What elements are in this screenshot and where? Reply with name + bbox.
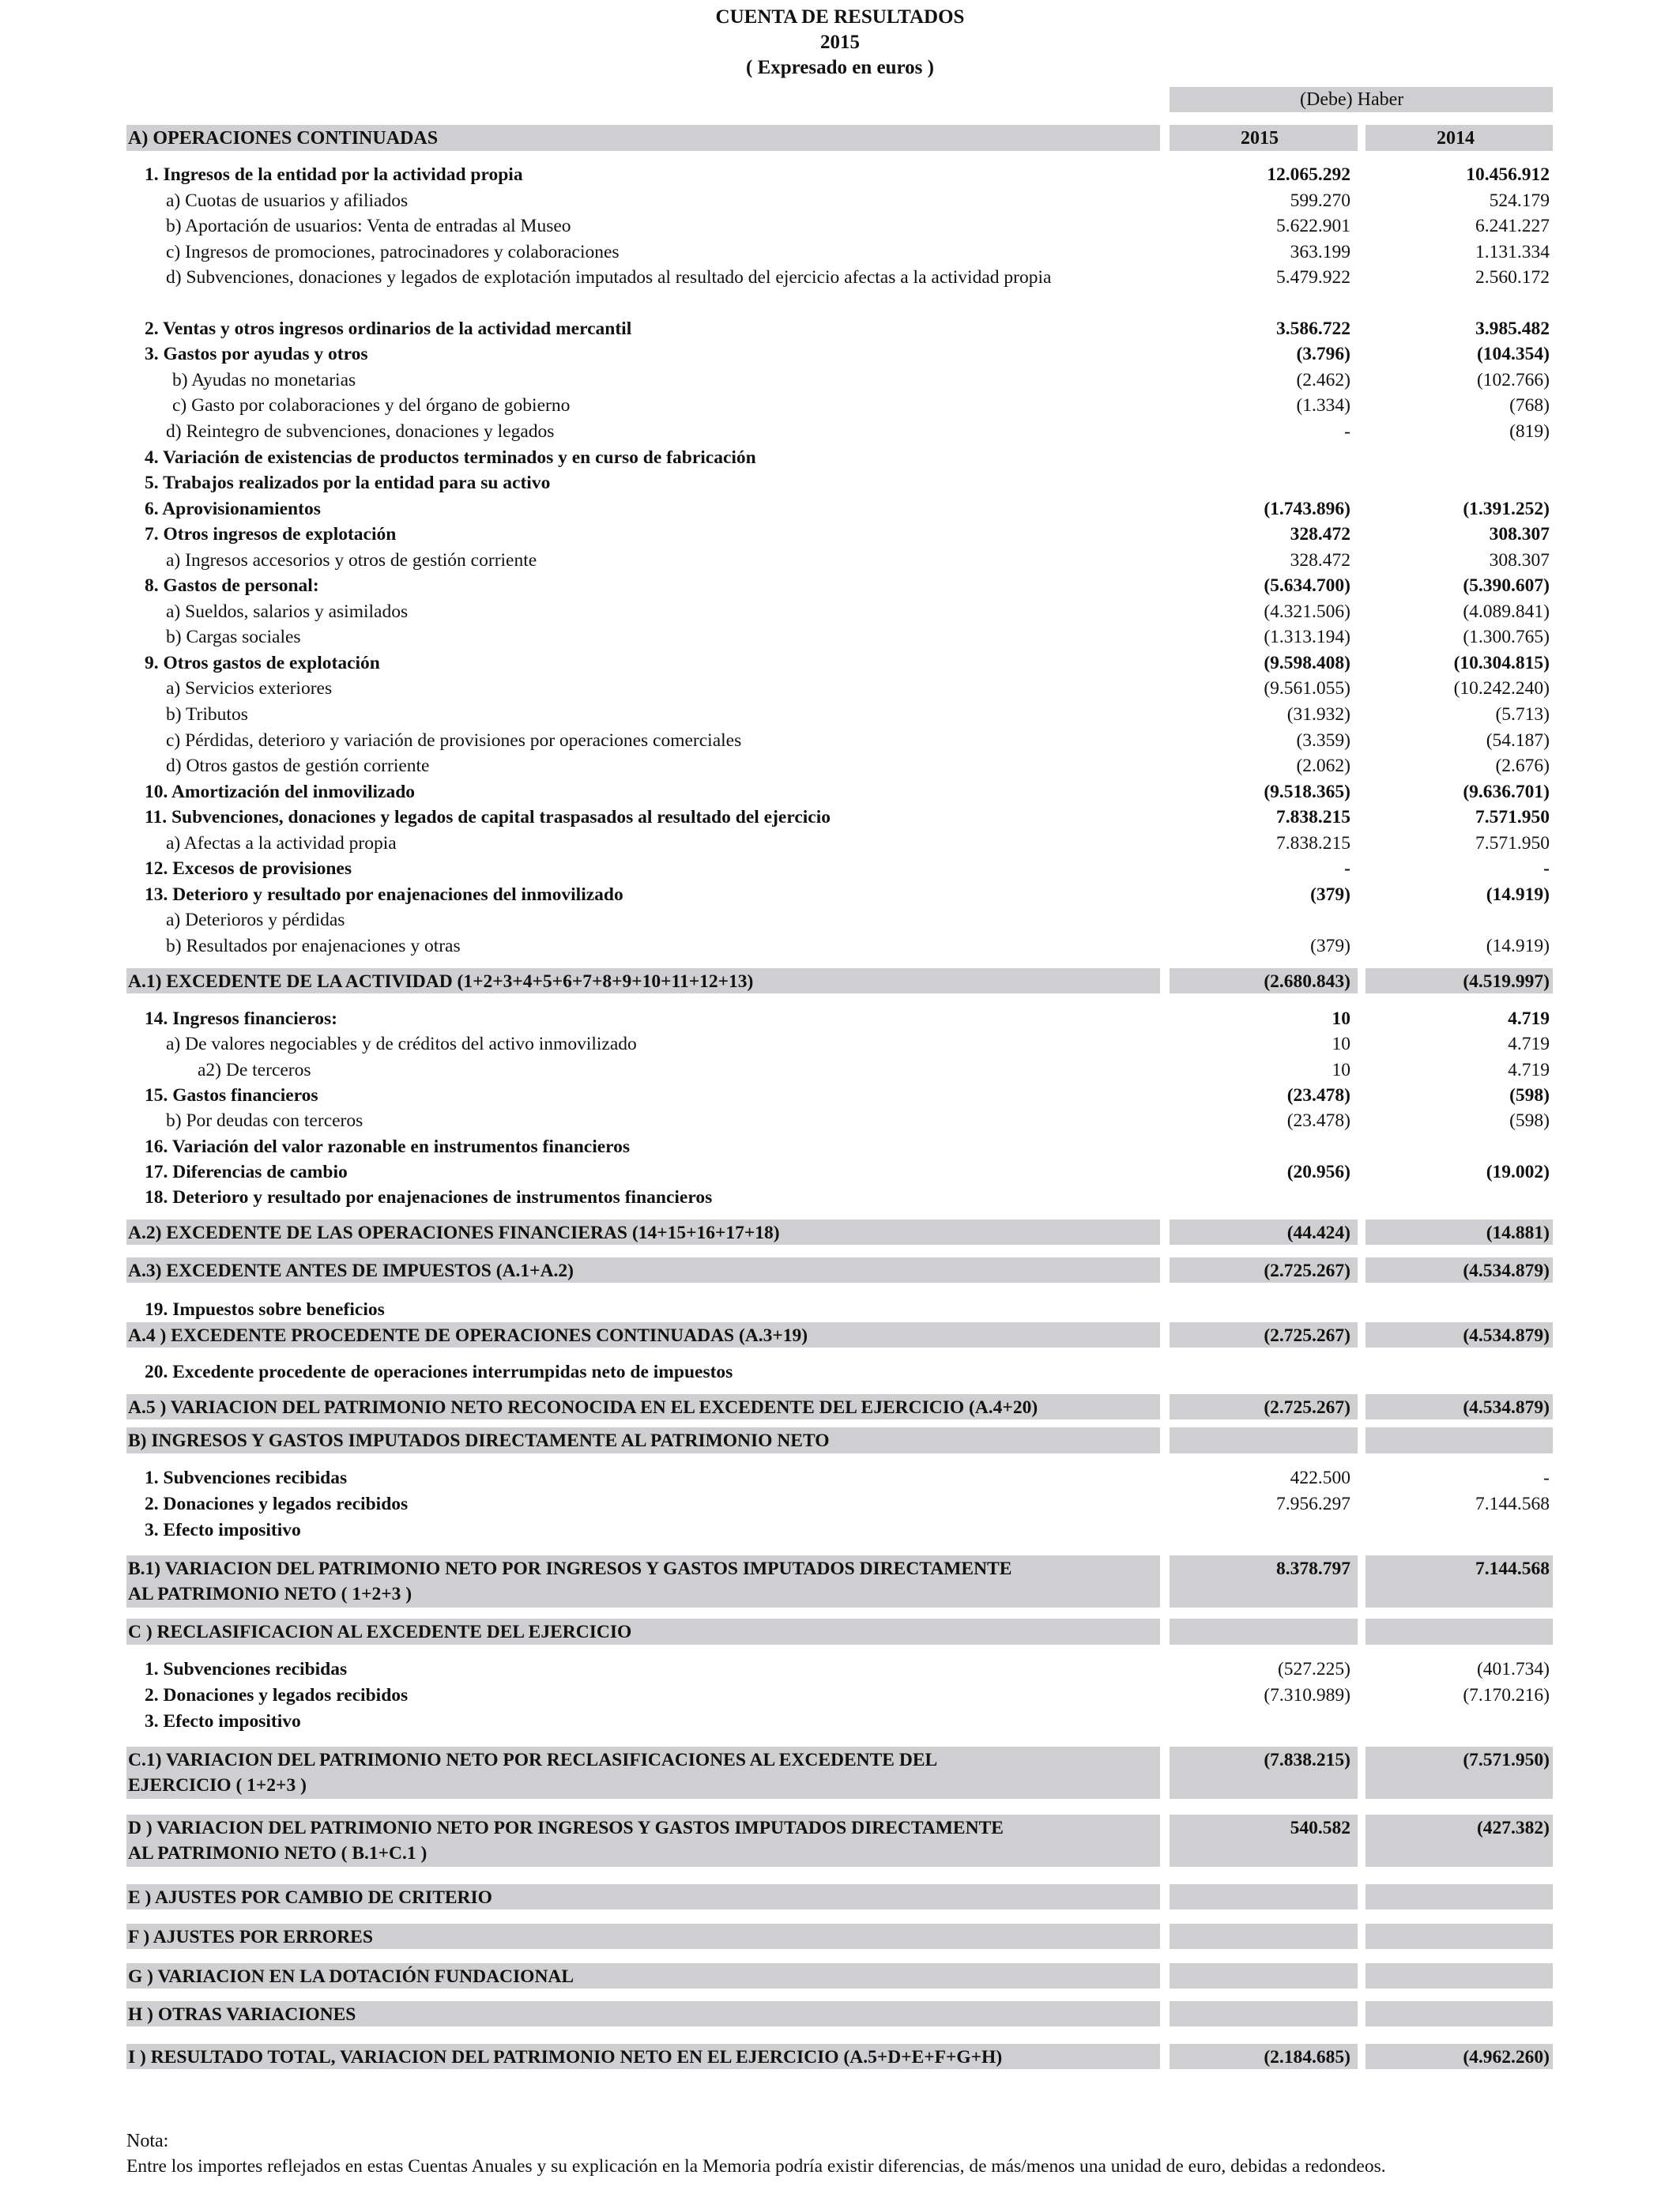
value-2014: 308.307: [1489, 549, 1550, 571]
line-item-label: 14. Ingresos financieros:: [145, 1008, 337, 1029]
value-2015: (5.634.700): [1264, 575, 1350, 597]
value-2015: (23.478): [1286, 1110, 1350, 1132]
a4-value-2014: (4.534.879): [1463, 1325, 1550, 1346]
line-item-row: [0, 550, 1680, 576]
value-2014: 1.131.334: [1475, 241, 1550, 262]
line-item-label: 13. Deterioro y resultado por enajenaciones del inmovilizado: [145, 884, 623, 905]
a4-value-2015: (2.725.267): [1264, 1325, 1350, 1346]
d-label-line2: AL PATRIMONIO NETO ( B.1+C.1 ): [128, 1843, 428, 1864]
value-2014: (102.766): [1476, 369, 1550, 390]
line-item-row: [0, 1162, 1680, 1188]
a5-label: A.5 ) VARIACION DEL PATRIMONIO NETO RECONOCIDA EN EL EXCEDENTE DEL EJERCICIO (A.4+20): [128, 1397, 1038, 1418]
value-2015: (7.310.989): [1264, 1685, 1350, 1706]
value-2014: 308.307: [1489, 524, 1550, 545]
i-value-2014: (4.962.260): [1463, 2047, 1550, 2068]
value-2014: (598): [1509, 1110, 1550, 1132]
line-item-row: [0, 1468, 1680, 1494]
col-2015-header: 2015: [1241, 128, 1279, 149]
line-item-label: 17. Diferencias de cambio: [145, 1161, 348, 1182]
report-subtitle: ( Expresado en euros ): [746, 57, 934, 78]
value-2015: (1.743.896): [1264, 498, 1350, 519]
a5-value-2014: (4.534.879): [1463, 1397, 1550, 1418]
value-2014: (5.390.607): [1463, 575, 1550, 597]
line-item-row: [0, 756, 1680, 782]
line-item-label: 3. Efecto impositivo: [145, 1520, 301, 1540]
note-heading: Nota:: [126, 2131, 169, 2151]
line-item-label: 4. Variación de existencias de productos terminados y en curso de fabricación: [145, 447, 756, 468]
c1-label-line2: EJERCICIO ( 1+2+3 ): [128, 1775, 307, 1796]
line-item-label: 7. Otros ingresos de explotación: [145, 524, 397, 545]
line-item-row: [0, 782, 1680, 808]
line-item-row: [0, 884, 1680, 910]
value-2014: 4.719: [1508, 1008, 1550, 1029]
col-2014-header: 2014: [1437, 128, 1475, 149]
value-2015: 10: [1332, 1008, 1350, 1029]
value-2014: (768): [1509, 395, 1550, 417]
line-item-row: [0, 1110, 1680, 1137]
section-c-v1-band: [1170, 1619, 1358, 1645]
value-2014: (819): [1509, 420, 1550, 442]
line-item-label: 8. Gastos de personal:: [145, 575, 319, 597]
value-2014: 6.241.227: [1475, 216, 1550, 237]
line-item-row: [0, 833, 1680, 859]
value-2015: (379): [1310, 935, 1350, 956]
d-label-line1: D ) VARIACION DEL PATRIMONIO NETO POR INGRESOS Y GASTOS IMPUTADOS DIRECTAMENTE: [128, 1818, 1004, 1838]
value-2014: (401.734): [1476, 1659, 1550, 1679]
row-20-label: 20. Excedente procedente de operaciones interrumpidas neto de impuestos: [145, 1362, 733, 1382]
line-item-row: [0, 1034, 1680, 1060]
line-item-label: a2) De terceros: [198, 1059, 311, 1080]
value-2014: 7.144.568: [1475, 1494, 1550, 1514]
value-2014: 3.985.482: [1475, 318, 1550, 339]
line-item-row: [0, 858, 1680, 884]
line-item-label: 2. Ventas y otros ingresos ordinarios de la actividad mercantil: [145, 318, 632, 339]
value-2015: 5.479.922: [1276, 267, 1350, 288]
line-item-row: [0, 730, 1680, 756]
line-item-label: 15. Gastos financieros: [145, 1084, 318, 1106]
h-v2-band: [1365, 2001, 1553, 2026]
value-2015: (2.062): [1296, 756, 1350, 777]
line-item-label: d) Otros gastos de gestión corriente: [166, 756, 430, 777]
value-2015: (3.796): [1296, 344, 1350, 365]
note-text: Entre los importes reflejados en estas Cuentas Anuales y su explicación en la Memoria podría existir diferencias, de más/menos una unidad de euro, debidas a redondeos.: [126, 2156, 1386, 2177]
value-2014: -: [1543, 858, 1550, 880]
line-item-row: [0, 575, 1680, 601]
g-label: G ) VARIACION EN LA DOTACIÓN FUNDACIONAL: [128, 1966, 574, 1987]
value-2015: 7.838.215: [1276, 807, 1350, 828]
value-2015: 328.472: [1290, 549, 1350, 571]
line-item-label: a) Sueldos, salarios y asimilados: [166, 601, 409, 622]
value-2014: (14.919): [1486, 935, 1550, 956]
line-item-row: [0, 1137, 1680, 1163]
f-label: F ) AJUSTES POR ERRORES: [128, 1927, 373, 1947]
b1-value-2015: 8.378.797: [1276, 1559, 1350, 1579]
value-2015: 422.500: [1290, 1468, 1350, 1488]
b1-label-line1: B.1) VARIACION DEL PATRIMONIO NETO POR INGRESOS Y GASTOS IMPUTADOS DIRECTAMENTE: [128, 1559, 1012, 1579]
line-item-row: [0, 936, 1680, 962]
value-2015: 363.199: [1290, 241, 1350, 262]
value-2015: 599.270: [1290, 190, 1350, 211]
line-item-label: 2. Donaciones y legados recibidos: [145, 1494, 409, 1514]
section-a-title: A) OPERACIONES CONTINUADAS: [128, 128, 439, 149]
e-v2-band: [1365, 1884, 1553, 1909]
line-item-label: 1. Subvenciones recibidas: [145, 1659, 348, 1679]
line-item-row: [0, 1494, 1680, 1520]
i-label: I ) RESULTADO TOTAL, VARIACION DEL PATRIMONIO NETO EN EL EJERCICIO (A.5+D+E+F+G+H): [128, 2047, 1003, 2068]
line-item-row: [0, 216, 1680, 242]
line-item-label: b) Resultados por enajenaciones y otras: [166, 935, 461, 956]
a2-label: A.2) EXCEDENTE DE LAS OPERACIONES FINANCIERAS (14+15+16+17+18): [128, 1223, 780, 1243]
section-b-title: B) INGRESOS Y GASTOS IMPUTADOS DIRECTAMENTE AL PATRIMONIO NETO: [128, 1431, 830, 1451]
line-item-row: [0, 370, 1680, 396]
line-item-label: c) Ingresos de promociones, patrocinadores y colaboraciones: [166, 241, 620, 262]
c1-label-line1: C.1) VARIACION DEL PATRIMONIO NETO POR RECLASIFICACIONES AL EXCEDENTE DEL: [128, 1750, 938, 1770]
line-item-label: 5. Trabajos realizados por la entidad para su activo: [145, 473, 551, 494]
b1-label-line2: AL PATRIMONIO NETO ( 1+2+3 ): [128, 1584, 412, 1604]
line-item-row: [0, 344, 1680, 370]
line-item-row: [0, 190, 1680, 217]
line-item-label: a) Deterioros y pérdidas: [166, 910, 345, 931]
value-2015: 10: [1332, 1034, 1350, 1055]
line-item-label: b) Aportación de usuarios: Venta de entradas al Museo: [166, 216, 571, 237]
line-item-row: [0, 910, 1680, 936]
value-2015: 328.472: [1290, 524, 1350, 545]
c1-value-2014: (7.571.950): [1463, 1750, 1550, 1770]
line-item-label: a) Ingresos accesorios y otros de gestión corriente: [166, 549, 537, 571]
e-v1-band: [1170, 1884, 1358, 1909]
value-2015: (379): [1310, 884, 1350, 905]
value-2014: (54.187): [1486, 729, 1550, 751]
value-2014: (1.391.252): [1463, 498, 1550, 519]
report-year: 2015: [820, 32, 860, 53]
line-item-label: b) Cargas sociales: [166, 627, 301, 648]
i-value-2015: (2.184.685): [1264, 2047, 1350, 2068]
section-b-v2-band: [1365, 1427, 1553, 1453]
c1-value-2015: (7.838.215): [1264, 1750, 1350, 1770]
line-item-row: [0, 1711, 1680, 1737]
value-2014: 7.571.950: [1475, 807, 1550, 828]
a5-value-2015: (2.725.267): [1264, 1397, 1350, 1418]
line-item-row: [0, 447, 1680, 473]
line-item-row: [0, 653, 1680, 679]
value-2015: (31.932): [1286, 704, 1350, 725]
line-item-row: [0, 499, 1680, 525]
value-2015: (23.478): [1286, 1084, 1350, 1106]
line-item-row: [0, 473, 1680, 499]
d-value-2014: (427.382): [1476, 1818, 1550, 1838]
line-item-label: 3. Gastos por ayudas y otros: [145, 344, 368, 365]
value-2015: (2.462): [1296, 369, 1350, 390]
line-item-row: [0, 627, 1680, 653]
a1-value-2014: (4.519.997): [1463, 971, 1550, 992]
line-item-label: 6. Aprovisionamientos: [145, 498, 321, 519]
value-2015: (9.518.365): [1264, 781, 1350, 802]
value-2014: 4.719: [1508, 1034, 1550, 1055]
line-item-row: [0, 267, 1680, 293]
line-item-row: [0, 1008, 1680, 1035]
line-item-label: 11. Subvenciones, donaciones y legados de capital traspasados al resultado del ejercicio: [145, 807, 831, 828]
line-item-row: [0, 601, 1680, 628]
value-2015: 3.586.722: [1276, 318, 1350, 339]
value-2014: 524.179: [1489, 190, 1550, 211]
line-item-label: 3. Efecto impositivo: [145, 1711, 301, 1732]
line-item-row: [0, 242, 1680, 268]
line-item-row: [0, 421, 1680, 447]
line-item-label: 16. Variación del valor razonable en instrumentos financieros: [145, 1136, 631, 1157]
a2-value-2015: (44.424): [1286, 1223, 1350, 1243]
debe-haber-label: (Debe) Haber: [1300, 89, 1404, 110]
value-2015: 12.065.292: [1267, 164, 1350, 185]
value-2015: (527.225): [1277, 1659, 1350, 1679]
row-19-label: 19. Impuestos sobre beneficios: [145, 1299, 385, 1320]
value-2015: (9.561.055): [1264, 678, 1350, 699]
a3-value-2015: (2.725.267): [1264, 1261, 1350, 1281]
a2-value-2014: (14.881): [1486, 1223, 1550, 1243]
value-2014: 2.560.172: [1475, 267, 1550, 288]
line-item-row: [0, 1520, 1680, 1546]
value-2015: (20.956): [1286, 1161, 1350, 1182]
h-label: H ) OTRAS VARIACIONES: [128, 2004, 356, 2025]
value-2015: (4.321.506): [1264, 601, 1350, 622]
value-2014: 4.719: [1508, 1059, 1550, 1080]
value-2014: (598): [1509, 1084, 1550, 1106]
line-item-row: [0, 678, 1680, 704]
line-item-row: [0, 1187, 1680, 1213]
line-item-row: [0, 1659, 1680, 1685]
value-2015: 7.838.215: [1276, 832, 1350, 854]
a3-label: A.3) EXCEDENTE ANTES DE IMPUESTOS (A.1+A.2): [128, 1261, 574, 1281]
line-item-label: 1. Subvenciones recibidas: [145, 1468, 348, 1488]
line-item-label: 10. Amortización del inmovilizado: [145, 781, 416, 802]
value-2015: -: [1344, 858, 1350, 880]
line-item-label: d) Subvenciones, donaciones y legados de explotación imputados al resultado del ejercicio afectas a la actividad propia: [166, 267, 1052, 288]
value-2015: (1.313.194): [1264, 627, 1350, 648]
h-v1-band: [1170, 2001, 1358, 2026]
line-item-label: 18. Deterioro y resultado por enajenaciones de instrumentos financieros: [145, 1187, 713, 1208]
line-item-label: a) Cuotas de usuarios y afiliados: [166, 190, 409, 211]
line-item-row: [0, 319, 1680, 345]
line-item-label: 1. Ingresos de la entidad por la actividad propia: [145, 164, 523, 185]
value-2015: 7.956.297: [1276, 1494, 1350, 1514]
line-item-row: [0, 1060, 1680, 1086]
value-2014: (4.089.841): [1463, 601, 1550, 622]
f-v1-band: [1170, 1924, 1358, 1949]
a3-value-2014: (4.534.879): [1463, 1261, 1550, 1281]
value-2014: (5.713): [1495, 704, 1550, 725]
value-2014: (14.919): [1486, 884, 1550, 905]
line-item-row: [0, 1685, 1680, 1711]
line-item-label: b) Tributos: [166, 704, 248, 725]
line-item-row: [0, 704, 1680, 730]
value-2014: (104.354): [1476, 344, 1550, 365]
value-2015: -: [1344, 420, 1350, 442]
line-item-label: c) Pérdidas, deterioro y variación de provisiones por operaciones comerciales: [166, 729, 742, 751]
g-v1-band: [1170, 1963, 1358, 1989]
line-item-label: a) De valores negociables y de créditos del activo inmovilizado: [166, 1034, 637, 1055]
value-2015: (9.598.408): [1264, 652, 1350, 673]
b1-value-2014: 7.144.568: [1475, 1559, 1550, 1579]
d-value-2015: 540.582: [1290, 1818, 1350, 1838]
line-item-row: [0, 807, 1680, 833]
line-item-label: 9. Otros gastos de explotación: [145, 652, 380, 673]
e-label: E ) AJUSTES POR CAMBIO DE CRITERIO: [128, 1887, 492, 1908]
a1-value-2015: (2.680.843): [1264, 971, 1350, 992]
value-2015: 5.622.901: [1276, 216, 1350, 237]
a1-label: A.1) EXCEDENTE DE LA ACTIVIDAD (1+2+3+4+5+6+7+8+9+10+11+12+13): [128, 971, 754, 992]
line-item-label: a) Afectas a la actividad propia: [166, 832, 397, 854]
line-item-label: b) Ayudas no monetarias: [172, 369, 356, 390]
line-item-row: [0, 395, 1680, 421]
line-item-row: [0, 164, 1680, 190]
report-title: CUENTA DE RESULTADOS: [715, 6, 965, 28]
value-2015: 10: [1332, 1059, 1350, 1080]
section-c-title: C ) RECLASIFICACION AL EXCEDENTE DEL EJERCICIO: [128, 1622, 632, 1642]
section-b-v1-band: [1170, 1427, 1358, 1453]
line-item-label: 12. Excesos de provisiones: [145, 858, 352, 880]
line-item-label: a) Servicios exteriores: [166, 678, 333, 699]
value-2014: 10.456.912: [1466, 164, 1550, 185]
value-2014: (9.636.701): [1463, 781, 1550, 802]
line-item-label: b) Por deudas con terceros: [166, 1110, 363, 1132]
value-2014: (7.170.216): [1463, 1685, 1550, 1706]
value-2015: (3.359): [1296, 729, 1350, 751]
section-c-v2-band: [1365, 1619, 1553, 1645]
line-item-label: 2. Donaciones y legados recibidos: [145, 1685, 409, 1706]
value-2014: (19.002): [1486, 1161, 1550, 1182]
value-2014: (10.304.815): [1453, 652, 1550, 673]
f-v2-band: [1365, 1924, 1553, 1949]
value-2014: 7.571.950: [1475, 832, 1550, 854]
value-2014: (1.300.765): [1463, 627, 1550, 648]
g-v2-band: [1365, 1963, 1553, 1989]
value-2014: (10.242.240): [1453, 678, 1550, 699]
line-item-row: [0, 1085, 1680, 1111]
line-item-label: d) Reintegro de subvenciones, donaciones y legados: [166, 420, 555, 442]
value-2014: -: [1543, 1468, 1550, 1488]
line-item-row: [0, 524, 1680, 550]
value-2014: (2.676): [1495, 756, 1550, 777]
value-2015: (1.334): [1296, 395, 1350, 417]
line-item-label: c) Gasto por colaboraciones y del órgano de gobierno: [172, 395, 571, 417]
a4-label: A.4 ) EXCEDENTE PROCEDENTE DE OPERACIONES CONTINUADAS (A.3+19): [128, 1325, 808, 1346]
